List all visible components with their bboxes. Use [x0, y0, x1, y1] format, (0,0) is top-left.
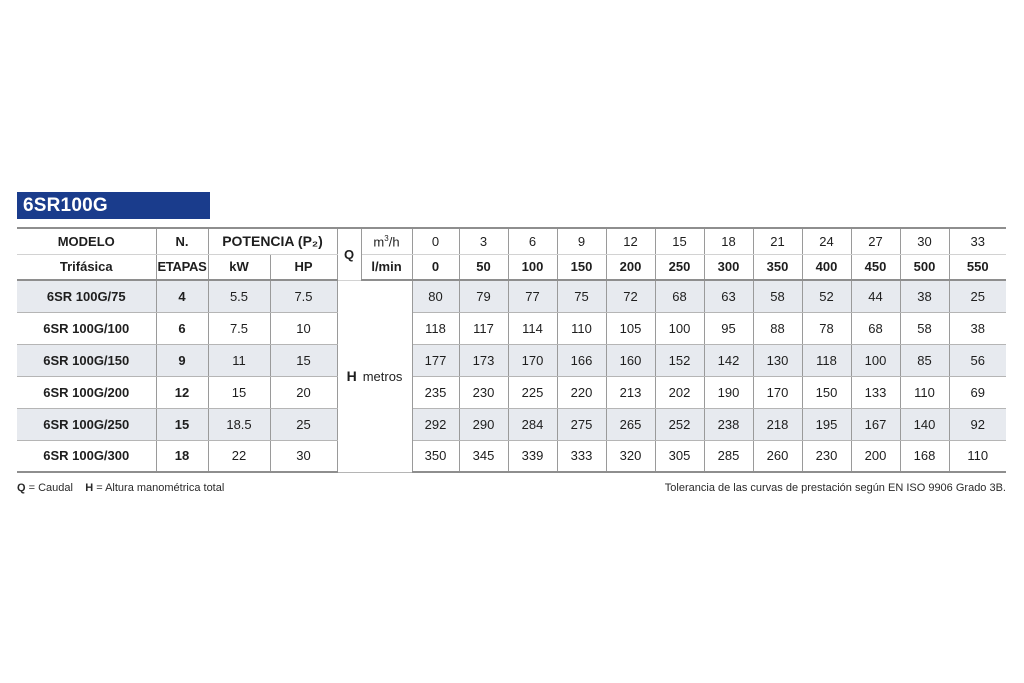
q-lmin-cell: 300 [704, 254, 753, 280]
head-value-cell: 95 [704, 312, 753, 344]
head-value-cell: 110 [949, 440, 1006, 472]
head-value-cell: 290 [459, 408, 508, 440]
kw-cell: 18.5 [208, 408, 270, 440]
q-key: Q [17, 482, 26, 494]
tolerance-note: Tolerancia de las curvas de prestación según EN ISO 9906 Grado 3B. [664, 482, 1006, 494]
head-value-cell: 69 [949, 376, 1006, 408]
lmin-header: l/min [361, 254, 412, 280]
head-value-cell: 78 [802, 312, 851, 344]
performance-table [17, 227, 1006, 473]
head-value-cell: 265 [606, 408, 655, 440]
q-lmin-cell: 250 [655, 254, 704, 280]
head-value-cell: 238 [704, 408, 753, 440]
model-cell: 6SR 100G/300 [17, 440, 156, 472]
kw-cell: 22 [208, 440, 270, 472]
q-m3h-cell: 12 [606, 228, 655, 254]
q-lmin-cell: 350 [753, 254, 802, 280]
head-value-cell: 72 [606, 280, 655, 312]
head-value-cell: 152 [655, 344, 704, 376]
head-value-cell: 230 [802, 440, 851, 472]
head-value-cell: 44 [851, 280, 900, 312]
table-row [17, 312, 1006, 344]
stages-cell: 6 [156, 312, 208, 344]
head-value-cell: 88 [753, 312, 802, 344]
head-value-cell: 345 [459, 440, 508, 472]
kw-cell: 5.5 [208, 280, 270, 312]
footer-legend [17, 482, 224, 494]
h-key: H [85, 482, 94, 494]
q-m3h-cell: 21 [753, 228, 802, 254]
head-value-cell: 235 [412, 376, 459, 408]
head-value-cell: 167 [851, 408, 900, 440]
q-lmin-cell: 200 [606, 254, 655, 280]
head-value-cell: 75 [557, 280, 606, 312]
hp-cell: 10 [270, 312, 337, 344]
metros-label: metros [362, 369, 403, 385]
head-value-cell: 213 [606, 376, 655, 408]
head-value-cell: 58 [753, 280, 802, 312]
h-metros-cell [337, 280, 412, 472]
hp-cell: 15 [270, 344, 337, 376]
head-value-cell: 105 [606, 312, 655, 344]
head-value-cell: 202 [655, 376, 704, 408]
modelo-header: MODELO [17, 228, 156, 254]
head-value-cell: 220 [557, 376, 606, 408]
head-value-cell: 173 [459, 344, 508, 376]
q-m3h-cell: 33 [949, 228, 1006, 254]
head-value-cell: 56 [949, 344, 1006, 376]
q-m3h-cell: 9 [557, 228, 606, 254]
q-m3h-cell: 24 [802, 228, 851, 254]
hp-cell: 7.5 [270, 280, 337, 312]
head-value-cell: 80 [412, 280, 459, 312]
q-lmin-cell: 400 [802, 254, 851, 280]
q-lmin-cell: 100 [508, 254, 557, 280]
head-value-cell: 320 [606, 440, 655, 472]
head-value-cell: 38 [900, 280, 949, 312]
header-row-2 [17, 254, 1006, 280]
header-row-1 [17, 228, 1006, 254]
q-m3h-cell: 27 [851, 228, 900, 254]
kw-cell: 7.5 [208, 312, 270, 344]
head-value-cell: 92 [949, 408, 1006, 440]
head-value-cell: 118 [802, 344, 851, 376]
q-lmin-cell: 550 [949, 254, 1006, 280]
head-value-cell: 260 [753, 440, 802, 472]
model-cell: 6SR 100G/250 [17, 408, 156, 440]
potencia-header: POTENCIA (P₂) [208, 228, 337, 254]
q-lmin-cell: 50 [459, 254, 508, 280]
h-desc: = Altura manométrica total [93, 482, 225, 494]
head-value-cell: 284 [508, 408, 557, 440]
trifasica-header: Trifásica [17, 254, 156, 280]
q-m3h-cell: 3 [459, 228, 508, 254]
head-value-cell: 79 [459, 280, 508, 312]
hp-cell: 20 [270, 376, 337, 408]
head-value-cell: 170 [508, 344, 557, 376]
head-value-cell: 117 [459, 312, 508, 344]
head-value-cell: 170 [753, 376, 802, 408]
head-value-cell: 218 [753, 408, 802, 440]
head-value-cell: 168 [900, 440, 949, 472]
table-row [17, 280, 1006, 312]
table-row [17, 440, 1006, 472]
table-title: 6SR100G [17, 192, 210, 219]
head-value-cell: 38 [949, 312, 1006, 344]
q-lmin-cell: 0 [412, 254, 459, 280]
head-value-cell: 68 [851, 312, 900, 344]
q-m3h-cell: 0 [412, 228, 459, 254]
head-value-cell: 333 [557, 440, 606, 472]
q-header: Q [337, 228, 361, 280]
m3h-header: $m^3/h$ [361, 228, 412, 254]
hp-cell: 25 [270, 408, 337, 440]
head-value-cell: 275 [557, 408, 606, 440]
hp-header: HP [270, 254, 337, 280]
table-row [17, 344, 1006, 376]
head-value-cell: 130 [753, 344, 802, 376]
kw-cell: 15 [208, 376, 270, 408]
head-value-cell: 305 [655, 440, 704, 472]
head-value-cell: 225 [508, 376, 557, 408]
q-m3h-cell: 18 [704, 228, 753, 254]
head-value-cell: 68 [655, 280, 704, 312]
stages-cell: 15 [156, 408, 208, 440]
kw-cell: 11 [208, 344, 270, 376]
head-value-cell: 85 [900, 344, 949, 376]
q-m3h-cell: 6 [508, 228, 557, 254]
stages-cell: 4 [156, 280, 208, 312]
q-m3h-cell: 15 [655, 228, 704, 254]
head-value-cell: 100 [851, 344, 900, 376]
head-value-cell: 200 [851, 440, 900, 472]
q-m3h-cell: 30 [900, 228, 949, 254]
head-value-cell: 142 [704, 344, 753, 376]
q-lmin-cell: 450 [851, 254, 900, 280]
stages-cell: 9 [156, 344, 208, 376]
head-value-cell: 150 [802, 376, 851, 408]
head-value-cell: 292 [412, 408, 459, 440]
head-value-cell: 100 [655, 312, 704, 344]
head-value-cell: 140 [900, 408, 949, 440]
model-cell: 6SR 100G/100 [17, 312, 156, 344]
head-value-cell: 160 [606, 344, 655, 376]
head-value-cell: 52 [802, 280, 851, 312]
head-value-cell: 177 [412, 344, 459, 376]
head-value-cell: 110 [557, 312, 606, 344]
head-value-cell: 110 [900, 376, 949, 408]
head-value-cell: 195 [802, 408, 851, 440]
model-cell: 6SR 100G/75 [17, 280, 156, 312]
hp-cell: 30 [270, 440, 337, 472]
h-label: H [346, 368, 357, 385]
head-value-cell: 77 [508, 280, 557, 312]
q-desc: = Caudal [25, 482, 73, 494]
head-value-cell: 25 [949, 280, 1006, 312]
q-lmin-cell: 150 [557, 254, 606, 280]
head-value-cell: 339 [508, 440, 557, 472]
stages-cell: 18 [156, 440, 208, 472]
head-value-cell: 58 [900, 312, 949, 344]
head-value-cell: 285 [704, 440, 753, 472]
head-value-cell: 114 [508, 312, 557, 344]
model-cell: 6SR 100G/200 [17, 376, 156, 408]
head-value-cell: 230 [459, 376, 508, 408]
head-value-cell: 252 [655, 408, 704, 440]
kw-header: kW [208, 254, 270, 280]
model-cell: 6SR 100G/150 [17, 344, 156, 376]
head-value-cell: 133 [851, 376, 900, 408]
table-row [17, 376, 1006, 408]
head-value-cell: 118 [412, 312, 459, 344]
stages-cell: 12 [156, 376, 208, 408]
head-value-cell: 350 [412, 440, 459, 472]
q-lmin-cell: 500 [900, 254, 949, 280]
head-value-cell: 63 [704, 280, 753, 312]
head-value-cell: 190 [704, 376, 753, 408]
table-row [17, 408, 1006, 440]
head-value-cell: 166 [557, 344, 606, 376]
n-header: N. [156, 228, 208, 254]
etapas-header: ETAPAS [156, 254, 208, 280]
